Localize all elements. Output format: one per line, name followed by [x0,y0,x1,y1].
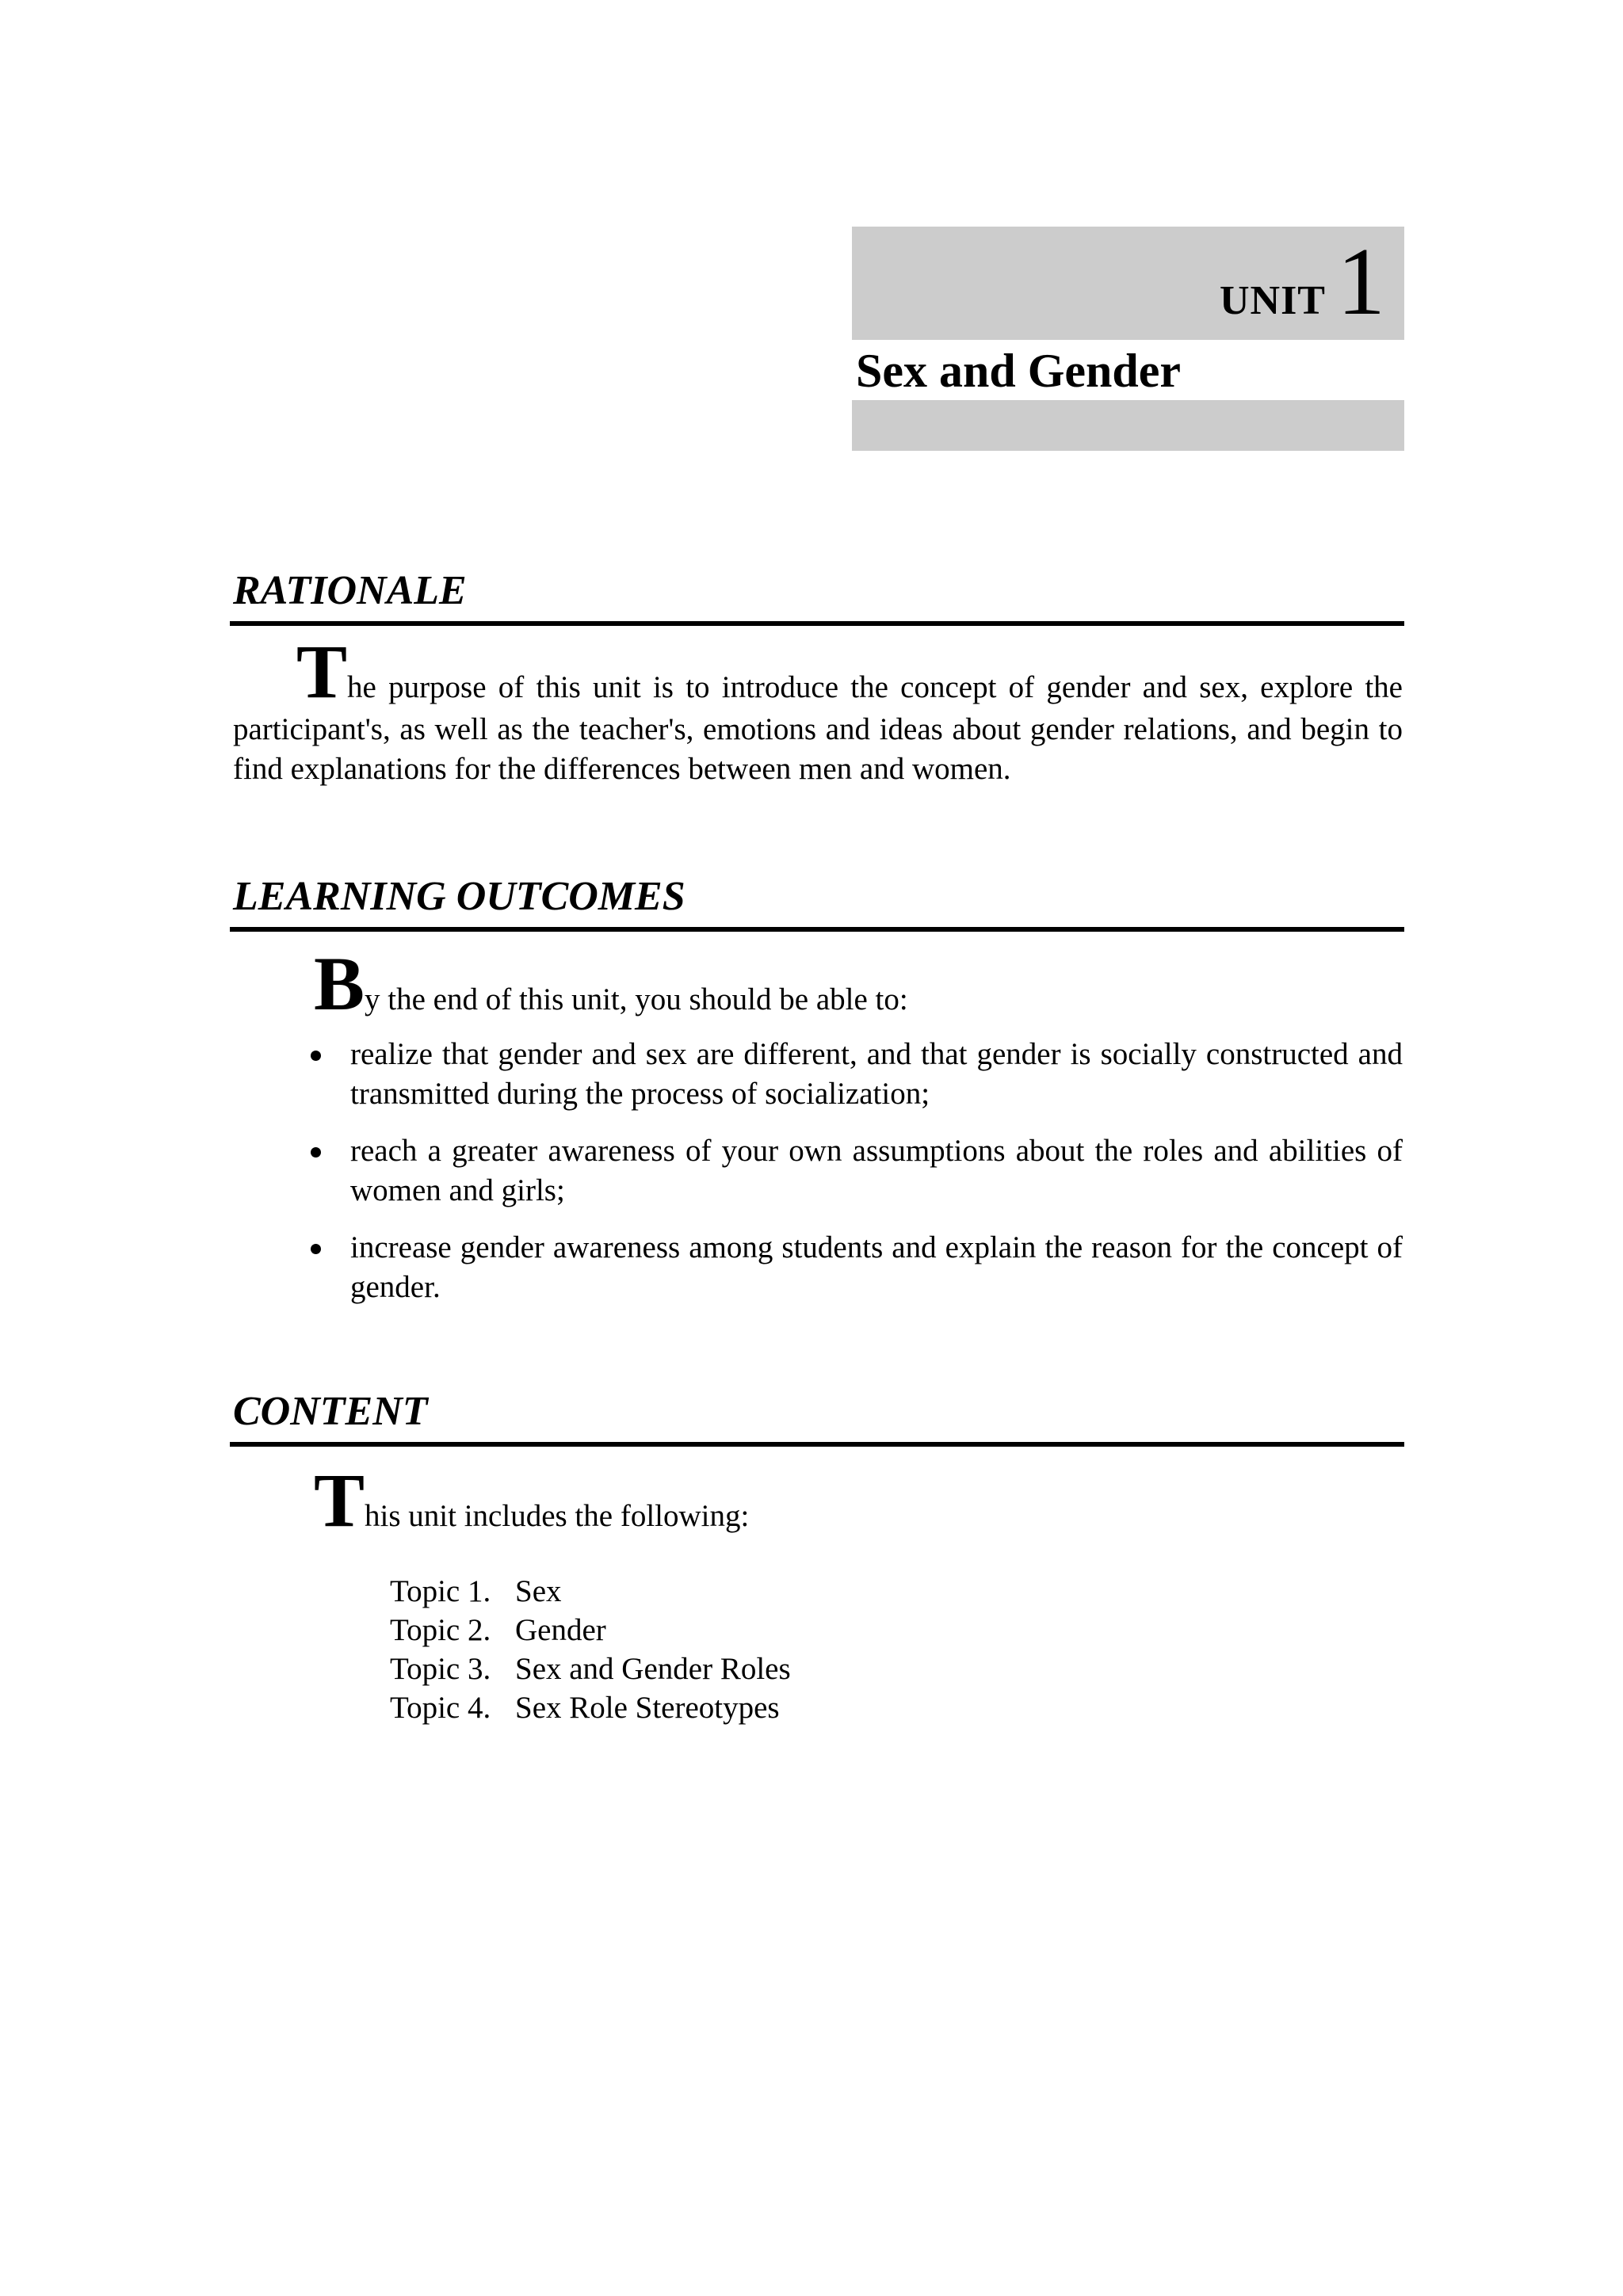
topic-number: Topic 4. [390,1691,491,1725]
unit-label [1219,228,1385,335]
rationale-dropcap-wrap [233,629,348,714]
topic-list [390,1572,791,1727]
content-rule [230,1442,1404,1447]
topic-title: Sex Role Stereotypes [515,1691,780,1725]
learning-outcomes-dropcap: B [314,941,365,1026]
topic-title: Gender [515,1613,606,1647]
topic-number: Topic 3. [390,1652,491,1686]
learning-outcomes-heading: LEARNING OUTCOMES [233,874,685,919]
rationale-rule [230,621,1404,626]
unit-header-band [852,227,1404,340]
list-item-text: increase gender awareness among students and explain the reason for the concept of gender. [350,1230,1403,1304]
list-item [311,1035,1403,1114]
topic-item [390,1611,791,1650]
rationale-paragraph [233,629,1403,789]
topic-title: Sex [515,1574,562,1608]
topic-item [390,1572,791,1611]
bullet-icon [311,1051,321,1061]
content-intro-text: his unit includes the following: [365,1499,750,1533]
topic-number: Topic 1. [390,1574,491,1608]
topic-item [390,1688,791,1727]
rationale-text: he purpose of this unit is to introduce the concept of gender and sex, explore the participant's, as well as the teacher's, emotions and ideas about gender relations, and begin to find explanations for the differences between men and women. [233,670,1403,786]
list-item [311,1228,1403,1307]
unit-title: Sex and Gender [856,345,1182,397]
list-item-text: reach a greater awareness of your own assumptions about the roles and abilities of women and girls; [350,1134,1403,1207]
learning-outcomes-list [311,1035,1403,1325]
bullet-icon [311,1244,321,1254]
learning-outcomes-intro-text: y the end of this unit, you should be able to: [365,982,908,1016]
content-intro [314,1458,1403,1543]
list-item-text: realize that gender and sex are different, and that gender is socially constructed and transmitted during the process of socialization; [350,1037,1403,1111]
learning-outcomes-intro [314,941,1403,1026]
content-heading: CONTENT [233,1389,428,1434]
unit-number: 1 [1337,228,1385,335]
unit-footer-band [852,400,1404,451]
unit-word: UNIT [1219,278,1326,323]
list-item [311,1131,1403,1211]
rationale-heading: RATIONALE [233,568,467,613]
rationale-dropcap: T [296,629,348,714]
bullet-icon [311,1147,321,1158]
topic-title: Sex and Gender Roles [515,1652,791,1686]
learning-outcomes-rule [230,927,1404,932]
topic-number: Topic 2. [390,1613,491,1647]
topic-item [390,1650,791,1688]
content-dropcap: T [314,1458,365,1543]
